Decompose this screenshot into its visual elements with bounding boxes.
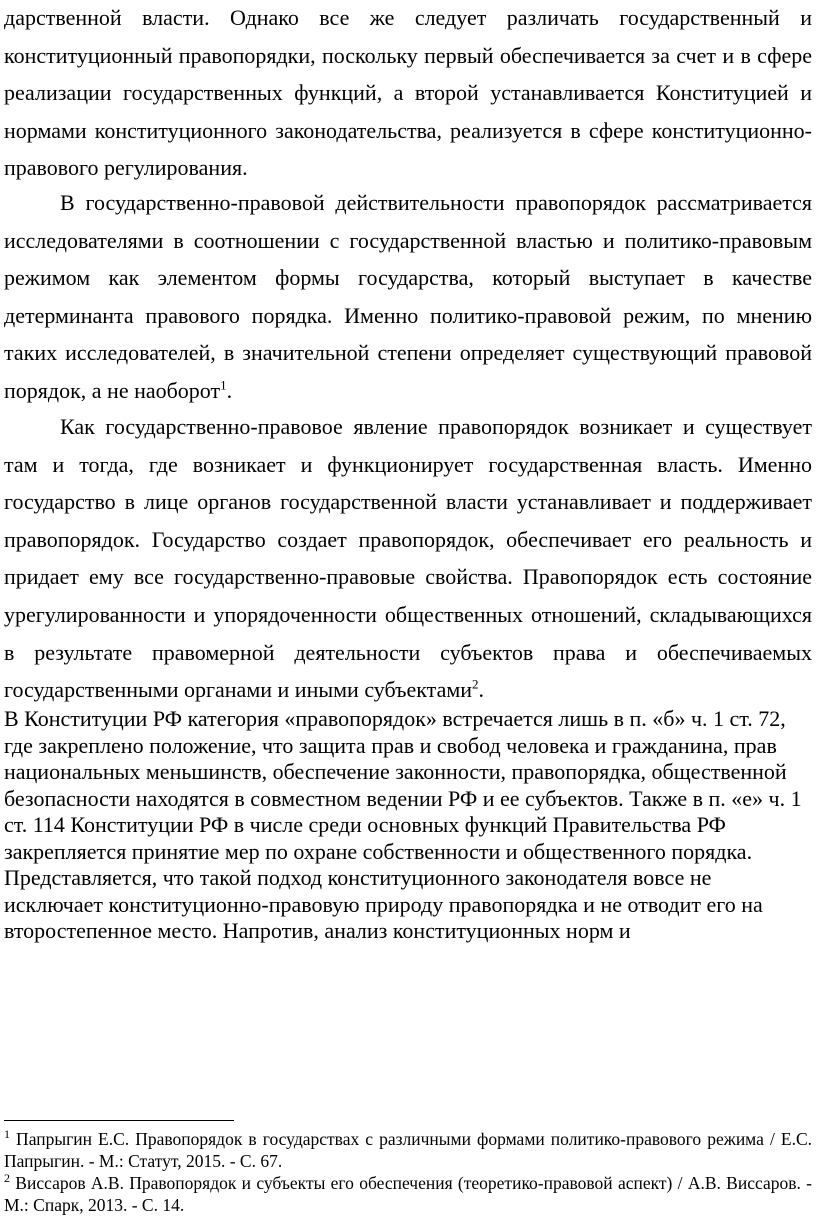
paragraph-continued [4, 0, 812, 187]
paragraph-political-regime [4, 184, 812, 410]
paragraph-constitution [4, 706, 812, 945]
footnote-2 [4, 1172, 812, 1216]
paragraph-constitution-text: В Конституции РФ категория «правопорядок» встречается лишь в п. «б» ч. 1 ст. 72, где закреплено положение, что защита прав и свобод человека и гражданина, прав национальных меньшинств, обеспечение законности, правопорядка, общественной безопасности находятся в совместном ведении РФ и ее субъектов. Также в п. «е» ч. 1 ст. 114 Конституции РФ в числе среди основных функций Правительства РФ закрепляется принятие мер по охране собственности и общественного порядка. Представляется, что такой подход конституционного законодателя вовсе не исключает конституционно-правовую природу правопорядка и не отводит его на второстепенное место. Напротив, анализ конституционных норм и [4, 706, 802, 943]
paragraph-political-regime-text: В государственно-правовой действительности правопорядок рассматривается исследователями в соотношении с государственной властью и политико-правовым режимом как элементом формы государства, который выступает в качестве детерминанта правового порядка. Именно политико-правовой режим, по мнению таких исследователей, в значительной степени определяет существующий правовой порядок, а не наоборот [4, 190, 812, 403]
paragraph-state-legal-order-end: . [478, 677, 485, 703]
paragraph-political-regime-end: . [226, 377, 233, 403]
footnote-1 [4, 1128, 812, 1172]
paragraph-continued-text: дарственной власти. Однако все же следует различать государственный и конституционный правопорядки, поскольку первый обеспечивается за счет и в сфере реализации государственных функций, а второй устанавливается Конституцией и нормами конституционного законодательства, реализуется в сфере конституционно-правового регулирования. [4, 5, 812, 181]
footnote-mark-1: 1 [4, 1127, 10, 1142]
paragraph-state-legal-order-text: Как государственно-правовое явление правопорядок возникает и существует там и тогда, где возникает и функционирует государственная власть. Именно государство в лице органов государственной власти устанавливает и поддерживает правопорядок. Государство создает правопорядок, обеспечивает его реальность и придает ему все государственно-правовые свойства. Правопорядок есть состояние урегулированности и упорядоченности общественных отношений, складывающихся в результате правомерной деятельности субъектов права и обеспечиваемых государственными органами и иными субъектами [4, 414, 812, 703]
footnote-1-text: Папрыгин Е.С. Правопорядок в государствах с различными формами политико-правового режима / Е.С. Папрыгин. - М.: Статут, 2015. - С. 67. [4, 1129, 812, 1171]
footnote-separator [4, 1120, 234, 1121]
footnotes [4, 1128, 812, 1216]
footnote-mark-2: 2 [4, 1171, 10, 1186]
footnote-reference-1[interactable]: 1 [220, 377, 227, 393]
footnote-reference-2[interactable]: 2 [472, 676, 479, 692]
footnote-2-text: Виссаров А.В. Правопорядок и субъекты его обеспечения (теоретико-правовой аспект) / А.В. Виссаров. - М.: Спарк, 2013. - С. 14. [4, 1173, 812, 1215]
paragraph-state-legal-order [4, 408, 812, 709]
